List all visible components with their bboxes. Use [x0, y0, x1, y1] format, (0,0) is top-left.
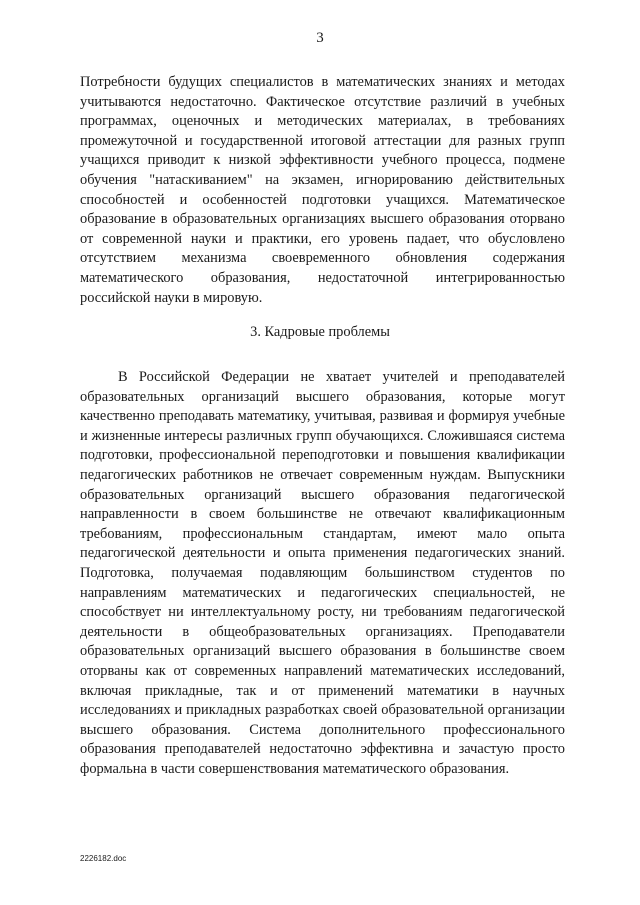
section-heading: 3. Кадровые проблемы: [250, 324, 390, 340]
page-number: 3: [316, 30, 324, 46]
footer-file-name: 2226182.doc: [80, 854, 127, 863]
paragraph-staffing-problems: В Российской Федерации не хватает учителей и преподавателей образовательных организаций высшего образования, которые могут качественно преподавать математику, учитывая, развивая и формируя учебные и жизненные интересы различных групп обучающихся. Сложившаяся система подготовки, профессиональной переподготовки и повышения квалификации педагогических работников не отвечает современным нуждам. Выпускники образовательных организаций высшего образования педагогической направленности в своем большинстве не отвечают квалификационным требованиям, профессиональным стандартам, имеют мало опыта педагогической деятельности и опыта применения педагогических знаний. Подготовка, получаемая подавляющим большинством студентов по направлениям математических и педагогических специальностей, не способствует ни интеллектуальному росту, ни требованиям педагогической деятельности в общеобразовательных организациях. Преподаватели образовательных организаций высшего образования в большинстве своем оторваны как от современных направлений математических исследований, включая прикладные, так и от применений математики в научных исследованиях и прикладных разработках своей образовательной организации высшего образования. Система дополнительного профессионального образования преподавателей недостаточно эффективна и зачастую просто формальна в части совершенствования математического образования.: [80, 369, 565, 777]
paragraph-needs-of-specialists: Потребности будущих специалистов в математических знаниях и методах учитываются недостаточно. Фактическое отсутствие различий в учебных программах, оценочных и методических материалах, в требованиях промежуточной и государственной итоговой аттестации для разных групп учащихся приводит к низкой эффективности учебного процесса, подмене обучения "натаскиванием" на экзамен, игнорированию действительных способностей и особенностей подготовки учащихся. Математическое образование в образовательных организациях высшего образования оторвано от современной науки и практики, его уровень падает, что обусловлено отсутствием механизма своевременного обновления содержания математического образования, недостаточной интегрированностью российской науки в мировую.: [80, 74, 565, 306]
